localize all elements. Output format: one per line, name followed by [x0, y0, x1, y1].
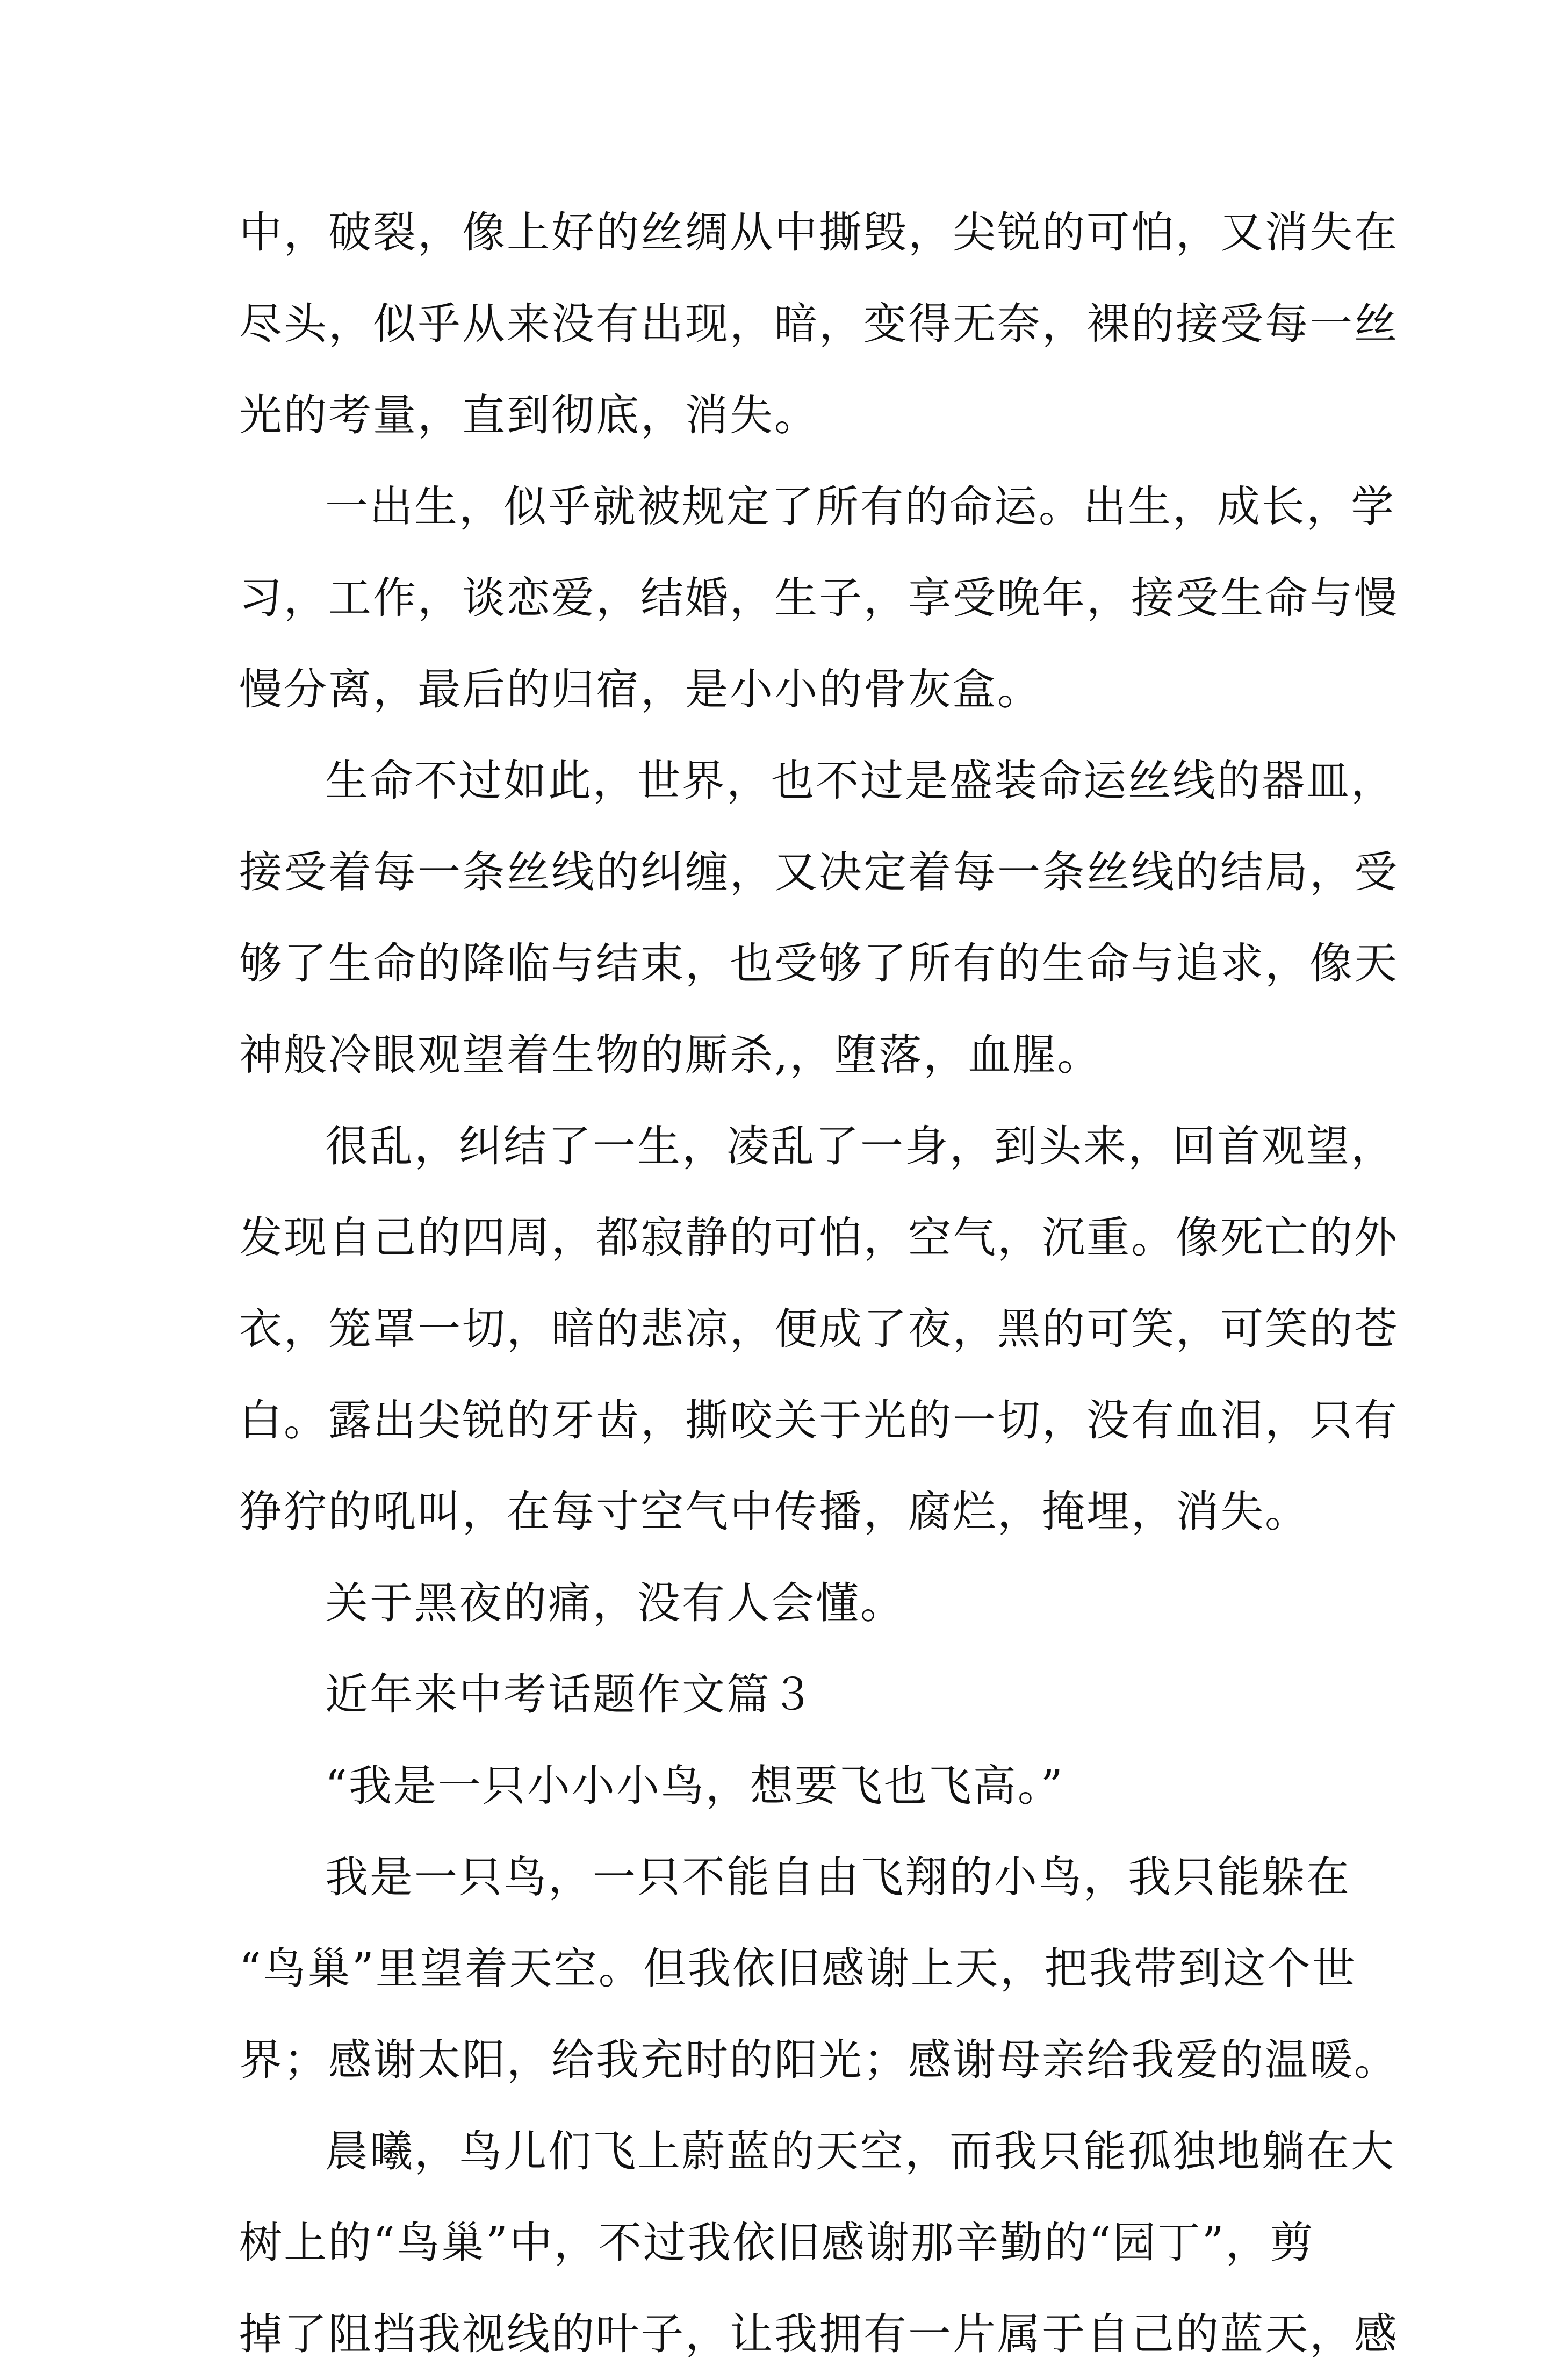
text-line: “鸟巢”里望着天空。但我依旧感谢上天，把我带到这个世 — [239, 1944, 1357, 1994]
text-line: 中，破裂，像上好的丝绸从中撕毁，尖锐的可怕，又消失在 — [239, 207, 1399, 257]
text-line: 白。露出尖锐的牙齿，撕咬关于光的一切，没有血泪，只有 — [239, 1395, 1399, 1445]
text-line: 狰狞的吼叫，在每寸空气中传播，腐烂，掩埋，消失。 — [239, 1487, 1309, 1537]
text-line: 神般冷眼观望着生物的厮杀,，堕落，血腥。 — [239, 1030, 1102, 1080]
text-line: 习，工作，谈恋爱，结婚，生子，享受晚年，接受生命与慢 — [239, 573, 1399, 623]
text-line: 我是一只鸟，一只不能自由飞翔的小鸟，我只能躲在 — [325, 1852, 1351, 1902]
text-line: 生命不过如此，世界，也不过是盛装命运丝线的器皿， — [325, 756, 1395, 806]
body-text — [239, 187, 1399, 2380]
text-line: 晨曦，鸟儿们飞上蔚蓝的天空，而我只能孤独地躺在大 — [325, 2126, 1395, 2176]
text-line: 很乱，纠结了一生，凌乱了一身，到头来，回首观望， — [325, 1121, 1395, 1171]
text-line: 慢分离，最后的归宿，是小小的骨灰盒。 — [239, 664, 1042, 714]
text-line: 尽头，似乎从来没有出现，暗，变得无奈，裸的接受每一丝 — [239, 299, 1399, 349]
text-line: 光的考量，直到彻底，消失。 — [239, 390, 819, 440]
text-line: 界；感谢太阳，给我充时的阳光；感谢母亲给我爱的温暖。 — [239, 2035, 1399, 2085]
text-line: 树上的“鸟巢”中，不过我依旧感谢那辛勤的“园丁”，剪 — [239, 2218, 1315, 2268]
text-line: 衣，笼罩一切，暗的悲凉，便成了夜，黑的可笑，可笑的苍 — [239, 1304, 1399, 1354]
text-line: 掉了阻挡我视线的叶子，让我拥有一片属于自己的蓝天，感 — [239, 2309, 1399, 2359]
text-line: 关于黑夜的痛，没有人会懂。 — [325, 1578, 905, 1628]
text-line: 接受着每一条丝线的纠缠，又决定着每一条丝线的结局，受 — [239, 847, 1399, 897]
text-line: “我是一只小小小鸟，想要飞也飞高。” — [325, 1761, 1064, 1811]
text-line: 发现自己的四周，都寂静的可怕，空气，沉重。像死亡的外 — [239, 1213, 1399, 1263]
text-line: 一出生，似乎就被规定了所有的命运。出生，成长，学 — [325, 482, 1395, 532]
text-line: 够了生命的降临与结束，也受够了所有的生命与追求，像天 — [239, 938, 1399, 988]
text-line: 近年来中考话题作文篇３ — [325, 1669, 816, 1719]
